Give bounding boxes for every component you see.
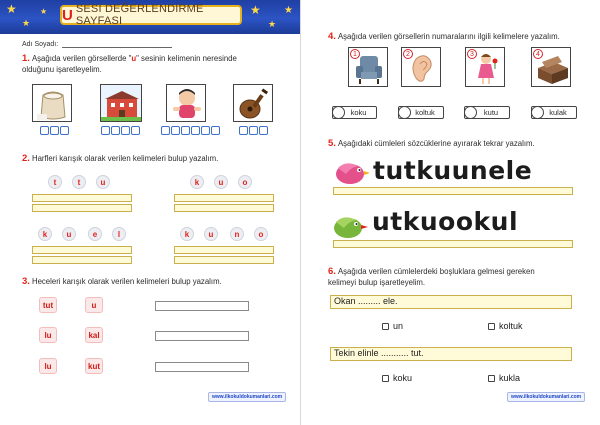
answer-boxes-3 — [161, 126, 220, 135]
picture-box — [531, 47, 571, 87]
answer-box[interactable] — [181, 126, 190, 135]
writing-lines — [32, 194, 132, 214]
word-label: koku — [350, 108, 367, 117]
writing-line[interactable] — [174, 204, 274, 212]
scrambled-sentence: utkuookul — [372, 207, 519, 236]
answer-field[interactable] — [155, 301, 249, 311]
picture-number: 3 — [467, 49, 477, 59]
letter-bubble: k — [38, 227, 52, 241]
star-icon: ★ — [22, 18, 31, 28]
footer-link[interactable]: www.ilkokuldokumanlari.com — [507, 392, 585, 402]
answer-boxes-4 — [239, 126, 268, 135]
word-label: kutu — [483, 108, 499, 117]
picture-number: 2 — [403, 49, 413, 59]
writing-lines — [174, 246, 274, 266]
question-4 — [328, 31, 596, 42]
answer-field[interactable] — [155, 331, 249, 341]
number-circle[interactable] — [464, 106, 477, 119]
syllable-tile: u — [85, 297, 103, 313]
fill-in-sentence: Okan ......... ele. — [334, 296, 398, 306]
question-6 — [328, 266, 596, 288]
question-number: 6. — [328, 266, 336, 277]
question-1 — [22, 53, 292, 75]
picture-number: 4 — [533, 49, 543, 59]
child-icon — [167, 85, 206, 122]
question-number: 2. — [22, 153, 30, 164]
name-label: Adı Soyadı: — [22, 41, 59, 48]
writing-lines — [174, 194, 274, 214]
number-circle[interactable] — [531, 106, 544, 119]
title-banner — [0, 0, 300, 34]
writing-line[interactable] — [174, 194, 274, 202]
writing-line[interactable] — [333, 187, 573, 195]
page-title: SESİ DEĞERLENDİRME SAYFASI — [75, 3, 204, 27]
letter-bubble: o — [238, 175, 252, 189]
target-letter: u — [131, 54, 137, 63]
writing-line[interactable] — [32, 204, 132, 212]
question-2 — [22, 153, 292, 164]
answer-box[interactable] — [249, 126, 258, 135]
answer-boxes-2 — [101, 126, 140, 135]
word-option[interactable] — [464, 106, 510, 119]
question-3 — [22, 276, 292, 287]
question-number: 4. — [328, 31, 336, 42]
question-text: " sesinin kelimenin neresinde — [136, 54, 237, 63]
letter-bubble: t — [72, 175, 86, 189]
picture-number: 1 — [350, 49, 360, 59]
star-icon: ★ — [284, 5, 293, 16]
word-label: kulak — [549, 108, 567, 117]
syllable-tile: kal — [85, 327, 103, 343]
writing-line[interactable] — [174, 256, 274, 264]
star-icon: ★ — [250, 3, 261, 17]
question-text: Aşağıdaki cümleleri sözcüklerine ayırarak tekrar yazalım. — [337, 139, 535, 148]
letter-bubble: e — [88, 227, 102, 241]
writing-line[interactable] — [174, 246, 274, 254]
question-text: Harfleri karışık olarak verilen kelimeleri bulup yazalım. — [31, 154, 219, 163]
option-label: kukla — [499, 373, 521, 383]
letter-bubble: o — [254, 227, 268, 241]
title-box — [60, 5, 242, 25]
question-text: kelimeyi bulup işaretleyelim. — [328, 278, 426, 287]
syllable-tile: lu — [39, 358, 57, 374]
checkbox[interactable] — [488, 323, 495, 330]
syllable-tile: tut — [39, 297, 57, 313]
answer-option[interactable] — [382, 373, 412, 383]
writing-line[interactable] — [32, 256, 132, 264]
letter-bubble: n — [230, 227, 244, 241]
letter-bubble: u — [96, 175, 110, 189]
name-write-line[interactable] — [62, 41, 172, 48]
bird-icon — [328, 210, 370, 242]
star-icon: ★ — [40, 7, 48, 16]
answer-box[interactable] — [161, 126, 170, 135]
checkbox[interactable] — [382, 323, 389, 330]
answer-box[interactable] — [201, 126, 210, 135]
option-label: un — [393, 321, 404, 331]
number-circle[interactable] — [332, 106, 345, 119]
syllable-tile: lu — [39, 327, 57, 343]
picture-ear — [401, 47, 441, 87]
answer-box[interactable] — [50, 126, 59, 135]
answer-box[interactable] — [111, 126, 120, 135]
picture-girl-smelling — [465, 47, 505, 87]
question-number: 5. — [328, 138, 336, 149]
word-option[interactable] — [332, 106, 377, 119]
answer-option[interactable] — [382, 321, 403, 331]
question-text: Aşağıda verilen cümlelerdeki boşluklara gelmesi gereken — [337, 267, 535, 276]
answer-box[interactable] — [40, 126, 49, 135]
checkbox[interactable] — [382, 375, 389, 382]
answer-box[interactable] — [191, 126, 200, 135]
answer-field[interactable] — [155, 362, 249, 372]
syllable-tile: kut — [85, 358, 103, 374]
answer-box[interactable] — [121, 126, 130, 135]
answer-box[interactable] — [211, 126, 220, 135]
picture-child — [166, 84, 206, 122]
answer-box[interactable] — [171, 126, 180, 135]
writing-line[interactable] — [333, 240, 573, 248]
picture-flour-sack — [32, 84, 72, 122]
scrambled-sentence: tutkuunele — [373, 156, 533, 185]
star-icon: ★ — [268, 19, 277, 29]
question-number: 3. — [22, 276, 30, 287]
name-field — [22, 41, 172, 48]
letter-bubble: u — [204, 227, 218, 241]
footer-link[interactable]: www.ilkokuldokumanlari.com — [208, 392, 286, 402]
answer-box[interactable] — [60, 126, 69, 135]
title-letter: U — [62, 6, 73, 24]
question-text: olduğunu işaretleyelim. — [22, 65, 102, 74]
checkbox[interactable] — [488, 375, 495, 382]
letter-bubble: l — [112, 227, 126, 241]
answer-box[interactable] — [239, 126, 248, 135]
picture-oud — [233, 84, 273, 122]
answer-box[interactable] — [101, 126, 110, 135]
word-option[interactable] — [398, 106, 444, 119]
right-page — [301, 0, 600, 425]
number-circle[interactable] — [398, 106, 411, 119]
letter-bubble: k — [190, 175, 204, 189]
writing-lines — [32, 246, 132, 266]
answer-option[interactable] — [488, 321, 523, 331]
answer-boxes-1 — [40, 126, 69, 135]
answer-box[interactable] — [259, 126, 268, 135]
option-label: koku — [393, 373, 413, 383]
question-text: Aşağıda verilen görsellerin numaralarını ilgili kelimelere yazalım. — [337, 32, 560, 41]
answer-box[interactable] — [131, 126, 140, 135]
bird-icon — [328, 158, 370, 188]
writing-line[interactable] — [32, 246, 132, 254]
letter-bubble: u — [62, 227, 76, 241]
picture-building — [100, 84, 142, 122]
question-text: Heceleri karışık olarak verilen kelimeleri bulup yazalım. — [31, 277, 222, 286]
option-label: koltuk — [499, 321, 523, 331]
fill-in-sentence: Tekin elinle ........... tut. — [334, 348, 424, 358]
word-option[interactable] — [531, 106, 577, 119]
question-5 — [328, 138, 596, 149]
building-icon — [101, 85, 142, 122]
letter-bubble: t — [48, 175, 62, 189]
oud-icon — [234, 85, 273, 122]
answer-option[interactable] — [488, 373, 520, 383]
question-number: 1. — [22, 53, 30, 64]
question-text: Aşağıda verilen görsellerde " — [31, 54, 132, 63]
star-icon: ★ — [6, 2, 17, 16]
writing-line[interactable] — [32, 194, 132, 202]
letter-bubble: u — [214, 175, 228, 189]
letter-bubble: k — [180, 227, 194, 241]
picture-armchair — [348, 47, 388, 87]
flour-sack-icon — [33, 85, 72, 122]
word-label: koltuk — [415, 108, 435, 117]
